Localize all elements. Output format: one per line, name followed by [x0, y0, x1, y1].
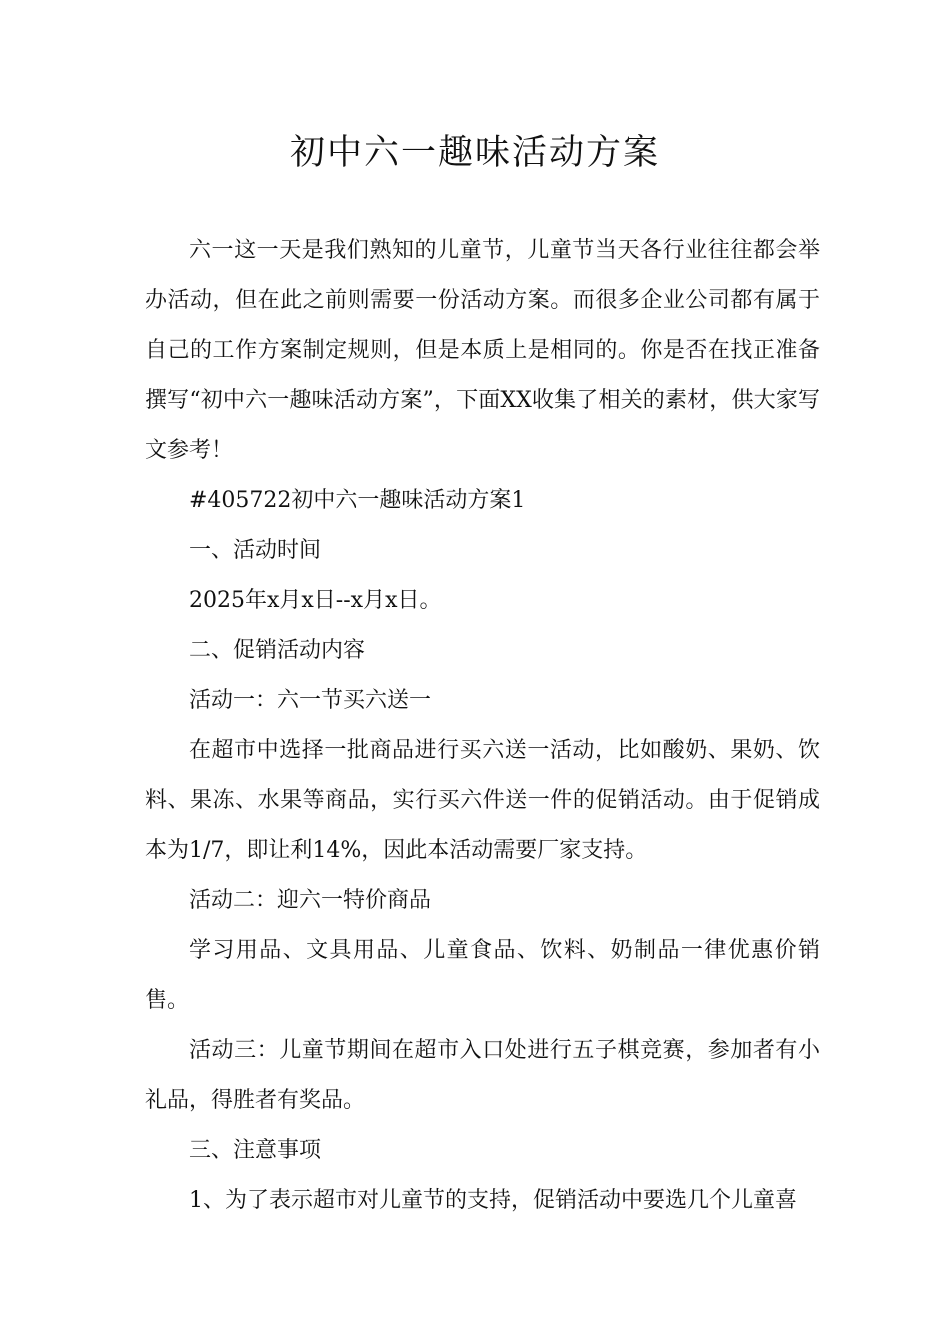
heading-promotion-content: 二、促销活动内容	[189, 638, 366, 663]
heading-notes: 三、注意事项	[189, 1138, 322, 1163]
document-body	[145, 226, 820, 1226]
document-title: 初中六一趣味活动方案	[289, 133, 660, 173]
activity-three-description: 活动三：儿童节期间在超市入口处进行五子棋竞赛，参加者有小礼品，得胜者有奖品。	[145, 1038, 820, 1113]
activity-date: 2025年x月x日--x月x日。	[189, 588, 442, 613]
section-heading-plan-1: #405722初中六一趣味活动方案1	[189, 488, 526, 513]
activity-two-heading: 活动二：迎六一特价商品	[189, 888, 432, 913]
activity-one-description: 在超市中选择一批商品进行买六送一活动，比如酸奶、果奶、饮料、果冻、水果等商品，实行买六件送一件的促销活动。由于促销成本为1/7，即让利14%，因此本活动需要厂家支持。	[145, 738, 820, 863]
note-one: 1、为了表示超市对儿童节的支持，促销活动中要选几个儿童喜	[189, 1188, 797, 1213]
intro-paragraph: 六一这一天是我们熟知的儿童节，儿童节当天各行业往往都会举办活动，但在此之前则需要一份活动方案。而很多企业公司都有属于自己的工作方案制定规则，但是本质上是相同的。你是否在找正准备撰写“初中六一趣味活动方案”，下面XX收集了相关的素材，供大家写文参考！	[145, 238, 820, 463]
activity-one-heading: 活动一：六一节买六送一	[189, 688, 432, 713]
heading-activity-time: 一、活动时间	[189, 538, 322, 563]
activity-two-description: 学习用品、文具用品、儿童食品、饮料、奶制品一律优惠价销售。	[145, 938, 820, 1013]
